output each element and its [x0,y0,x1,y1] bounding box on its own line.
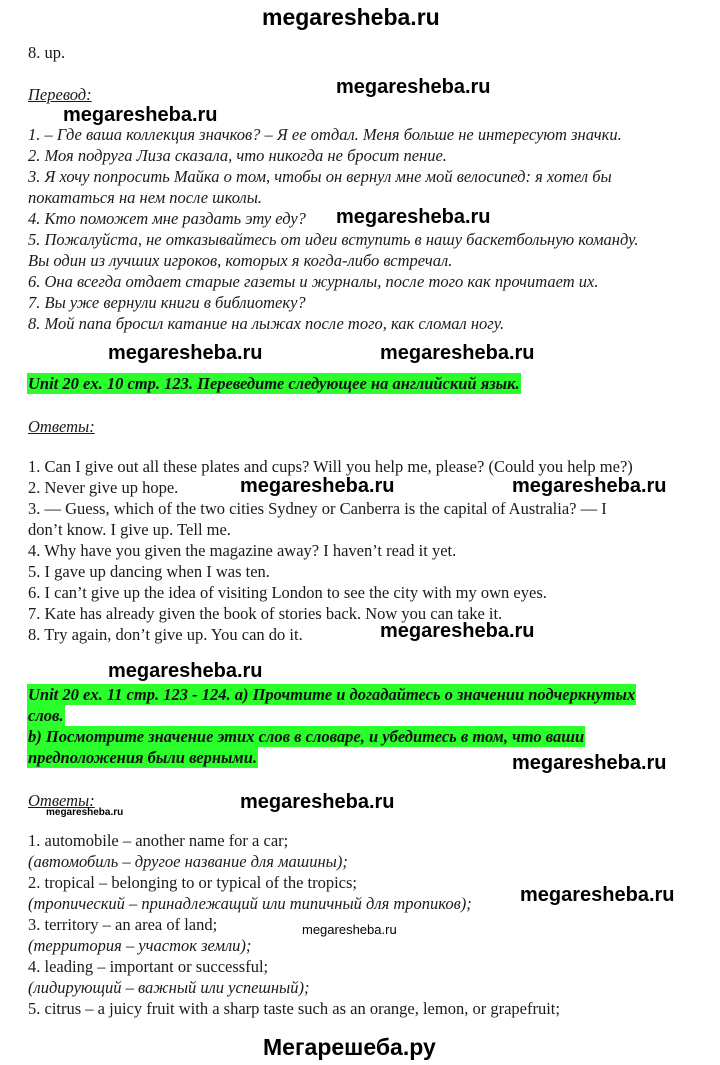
translation-line: 8. Мой папа бросил катание на лыжах после того, как сломал ногу. [28,314,505,333]
translation-line: 5. Пожалуйста, не отказывайтесь от идеи вступить в нашу баскетбольную команду. [28,230,639,249]
ex11-answer-line: 3. territory – an area of land; [28,915,218,934]
watermark: megaresheba.ru [380,620,535,642]
ex11-answer-line: 4. leading – important or successful; [28,957,269,976]
ex10-answer-line: 3. — Guess, which of the two cities Sydney or Canberra is the capital of Australia? — I [28,499,607,518]
ex11-title-b-cont: предположения были верными. [28,748,258,767]
ex11-title-b: b) Посмотрите значение этих слов в словаре, и убедитесь в том, что ваши [28,727,585,746]
ex10-answer-line: 4. Why have you given the magazine away? I haven’t read it yet. [28,541,457,560]
watermark: megaresheba.ru [520,884,675,906]
ex11-answers-heading: Ответы: [28,791,95,810]
translation-line: Вы один из лучших игроков, которых я когда-либо встречал. [28,251,453,270]
ex11-answer-line: 1. automobile – another name for a car; [28,831,289,850]
watermark: megaresheba.ru [336,76,491,98]
translation-line: 1. – Где ваша коллекция значков? – Я ее отдал. Меня больше не интересуют значки. [28,125,622,144]
translation-line: покататься на нем после школы. [28,188,263,207]
site-title: megaresheba.ru [262,4,440,30]
ex10-answer-line: 2. Never give up hope. [28,478,179,497]
translation-line: 7. Вы уже вернули книги в библиотеку? [28,293,306,312]
watermark: megaresheba.ru [63,104,218,126]
ex10-answer-line: 6. I can’t give up the idea of visiting London to see the city with my own eyes. [28,583,547,602]
footer-title: Мегарешеба.ру [263,1034,436,1060]
ex11-answer-line: 2. tropical – belonging to or typical of the tropics; [28,873,358,892]
ex11-answer-translation: (тропический – принадлежащий или типичный для тропиков); [28,894,472,913]
watermark: megaresheba.ru [302,922,397,937]
watermark: megaresheba.ru [108,342,263,364]
translation-heading: Перевод: [28,85,92,104]
translation-line: 3. Я хочу попросить Майка о том, чтобы он вернул мне мой велосипед: я хотел бы [28,167,612,186]
watermark: megaresheba.ru [240,475,395,497]
ex11-title-a-cont: слов. [28,706,64,725]
watermark: megaresheba.ru [108,660,263,682]
ex10-answer-line: 8. Try again, don’t give up. You can do it. [28,625,303,644]
ex11-answer-translation: (лидирующий – важный или успешный); [28,978,310,997]
translation-line: 4. Кто поможет мне раздать эту еду? [28,209,306,228]
watermark: megaresheba.ru [380,342,535,364]
watermark: megaresheba.ru [240,791,395,813]
ex10-answer-line: 5. I gave up dancing when I was ten. [28,562,270,581]
ex10-answers-heading: Ответы: [28,417,95,436]
ex11-answer-translation: (автомобиль – другое название для машины); [28,852,348,871]
watermark: megaresheba.ru [46,807,124,818]
ex10-answer-line: don’t know. I give up. Tell me. [28,520,231,539]
translation-line: 6. Она всегда отдает старые газеты и журналы, после того как прочитает их. [28,272,599,291]
ex11-answer-line: 5. citrus – a juicy fruit with a sharp taste such as an orange, lemon, or grapefruit; [28,999,560,1018]
translation-line: 2. Моя подруга Лиза сказала, что никогда не бросит пение. [28,146,447,165]
top-line: 8. up. [28,43,66,62]
watermark: megaresheba.ru [512,475,667,497]
ex11-title-a: Unit 20 ex. 11 стр. 123 - 124. a) Прочтите и догадайтесь о значении подчеркнутых [28,685,636,704]
watermark: megaresheba.ru [512,752,667,774]
ex10-title: Unit 20 ex. 10 стр. 123. Переведите следующее на английский язык. [28,374,520,393]
ex11-answer-translation: (территория – участок земли); [28,936,252,955]
watermark: megaresheba.ru [336,206,491,228]
ex10-answer-line: 7. Kate has already given the book of stories back. Now you can take it. [28,604,503,623]
ex10-answer-line: 1. Can I give out all these plates and cups? Will you help me, please? (Could you help me?) [28,457,633,476]
